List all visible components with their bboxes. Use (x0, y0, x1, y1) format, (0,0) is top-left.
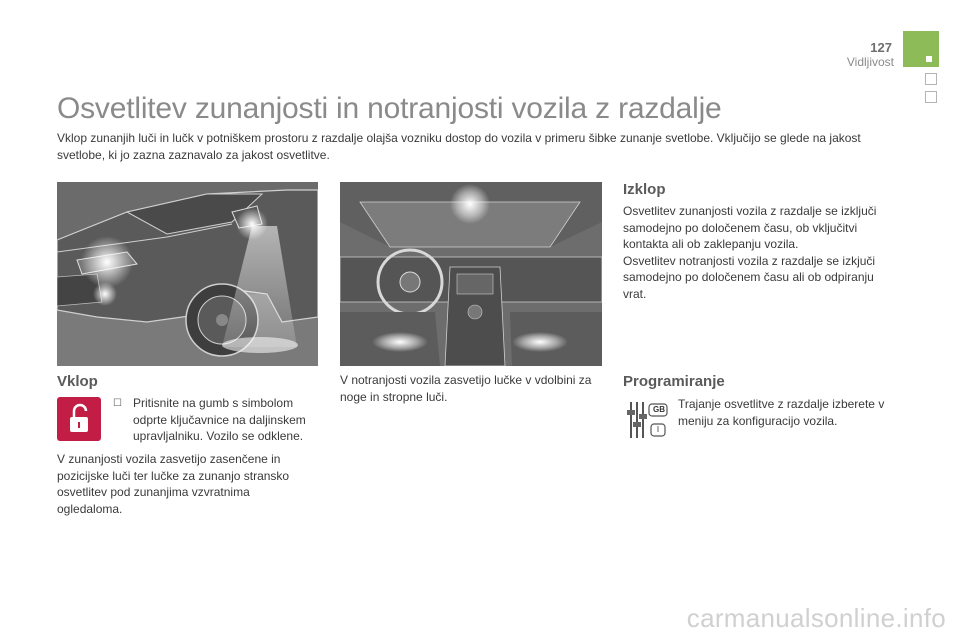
heading-programiranje: Programiranje (623, 373, 725, 390)
page-number: 127 (870, 40, 892, 55)
vklop-instruction: Pritisnite na gumb s simbolom odprte ključavnice na daljinskem upravljalniku. Vozilo se odklene. (133, 396, 306, 443)
page-title: Osvetlitev zunanjosti in notranjosti vozila z razdalje (57, 92, 722, 125)
interior-lighting-illustration (340, 182, 602, 366)
settings-sliders-icon (623, 398, 669, 442)
watermark: carmanualsonline.info (686, 603, 946, 633)
language-badge: GB (653, 405, 665, 414)
section-tab-active[interactable] (903, 31, 939, 67)
vklop-description: V zunanjosti vozila zasvetijo zasenčene in pozicijske luči ter lučke za zunanjo stransko osvetlitev pod zunanjima vzvratnima ogledaloma. (57, 452, 290, 516)
intro-paragraph: Vklop zunanjih luči in lučk v potniškem prostoru z razdalje olajša vozniku dostop do vozila v primeru šibke zunanje svetlobe. Vključijo se glede na jakost svetlobe, ki jo zazna zaznavalo za jakost osvetlitve. (57, 131, 861, 162)
bullet-checkbox-icon: ☐ (113, 398, 122, 409)
section-tab[interactable] (925, 73, 937, 85)
heading-izklop: Izklop (623, 181, 666, 198)
heading-vklop: Vklop (57, 373, 98, 390)
section-tab[interactable] (925, 91, 937, 103)
interior-description: V notranjosti vozila zasvetijo lučke v vdolbini za noge in stropne luči. (340, 373, 592, 404)
exterior-lighting-illustration (57, 182, 318, 366)
info-badge: I (656, 425, 660, 434)
unlock-icon (57, 397, 101, 441)
programiranje-description: Trajanje osvetlitve z razdalje izberete v meniju za konfiguracijo vozila. (678, 397, 885, 428)
section-title: Vidljivost (846, 55, 894, 69)
square-icon (926, 56, 932, 62)
izklop-description: Osvetlitev zunanjosti vozila z razdalje se izključi samodejno po določenem času, ob vključitvi kontakta ali ob zaklepanju vozila. Osvetlitev notranjosti vozila z razdalje se izkjuči samodejno po določenem času ali ob odpiranju vrat. (623, 204, 877, 301)
